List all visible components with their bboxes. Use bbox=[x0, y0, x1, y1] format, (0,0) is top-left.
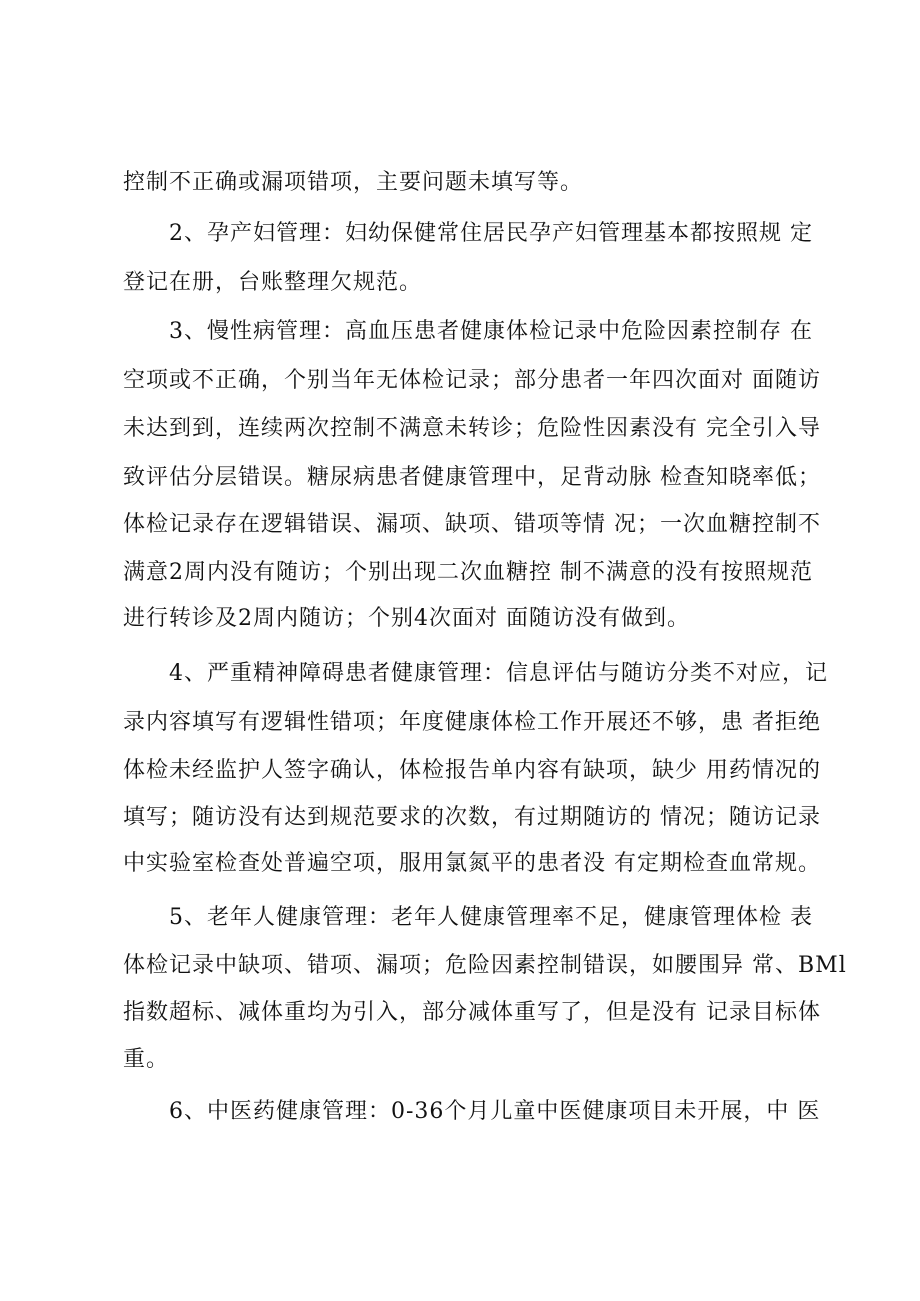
text-line-5: 空项或不正确，个别当年无体检记录；部分患者一年四次面对 面随访 bbox=[123, 368, 821, 393]
text-line-3: 登记在册，台账整理欠规范。 bbox=[123, 270, 423, 295]
text-line-19: 重。 bbox=[123, 1047, 170, 1072]
text-line-9: 满意2周内没有随访；个别出现二次血糖控 制不满意的没有按照规范 bbox=[123, 560, 813, 585]
text-line-6: 未达到到，连续两次控制不满意未转诊；危险性因素没有 完全引入导 bbox=[123, 416, 821, 441]
text-line-2: 2、孕产妇管理：妇幼保健常住居民孕产妇管理基本都按照规 定 bbox=[169, 221, 813, 246]
text-line-4: 3、慢性病管理：高血压患者健康体检记录中危险因素控制存 在 bbox=[169, 319, 813, 344]
text-line-17: 体检记录中缺项、错项、漏项；危险因素控制错误，如腰围异 常、BMl bbox=[123, 953, 847, 978]
text-line-20: 6、中医药健康管理：0-36个月儿童中医健康项目未开展，中 医 bbox=[169, 1099, 821, 1124]
text-line-13: 体检未经监护人签字确认，体检报告单内容有缺项，缺少 用药情况的 bbox=[123, 758, 821, 783]
text-line-12: 录内容填写有逻辑性错项；年度健康体检工作开展还不够，患 者拒绝 bbox=[123, 710, 821, 735]
text-line-14: 填写；随访没有达到规范要求的次数，有过期随访的 情况；随访记录 bbox=[123, 805, 821, 830]
text-line-11: 4、严重精神障碍患者健康管理：信息评估与随访分类不对应，记 bbox=[169, 661, 828, 686]
text-line-18: 指数超标、减体重均为引入，部分减体重写了，但是没有 记录目标体 bbox=[123, 1000, 821, 1025]
text-line-1: 控制不正确或漏项错项，主要问题未填写等。 bbox=[123, 170, 584, 195]
text-line-7: 致评估分层错误。糖尿病患者健康管理中，足背动脉 检查知晓率低； bbox=[123, 465, 821, 490]
text-line-15: 中实验室检查处普遍空项，服用氯氮平的患者没 有定期检查血常规。 bbox=[123, 851, 821, 876]
text-line-10: 进行转诊及2周内随访；个别4次面对 面随访没有做到。 bbox=[123, 606, 690, 631]
text-line-16: 5、老年人健康管理：老年人健康管理率不足，健康管理体检 表 bbox=[169, 905, 813, 930]
text-line-8: 体检记录存在逻辑错误、漏项、缺项、错项等情 况；一次血糖控制不 bbox=[123, 512, 821, 537]
